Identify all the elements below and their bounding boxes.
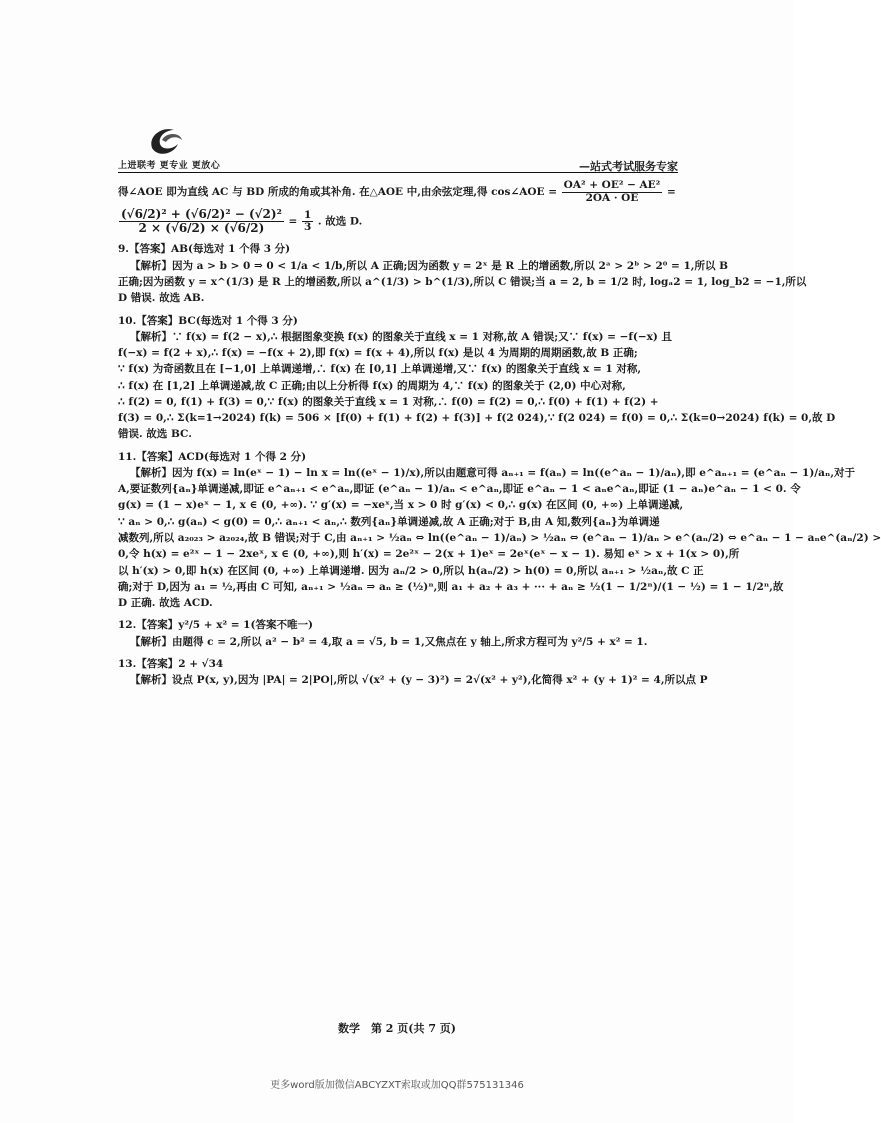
fraction: $\frac{\text{(√6/2)² + (√6/2)² − (√2)²}}{2 \times (√6/2) \times (√6/2)}$ <box>121 207 282 236</box>
text-line: f(3) = 0,∴ Σ(k=1→2024) f(k) = 506 × [f(0) + f(1) + f(2) + f(3)] + f(2 024),∵ f(2 024) = f(0) = 0,∴ Σ(k=0→2024) f(k) = 0,故 D <box>118 412 836 425</box>
answer-heading: 13.【答案】2 + √34 <box>118 657 224 670</box>
page-header <box>118 128 678 173</box>
text-line: 正确;因为函数 y = x^(1/3) 是 R 上的增函数,所以 a^(1/3) > b^(1/3),所以 C 错误;当 a = 2, b = 1/2 时, logₐ2 = 1, log_b2 = −1,所以 <box>118 276 807 288</box>
text-line: 【解析】∵ f(x) = f(2 − x),∴ 根据图象变换 f(x) 的图象关于直线 x = 1 对称,故 A 错误;又∵ f(x) = −f(−x) 且 <box>130 330 673 343</box>
text-line: g(x) = (1 − x)eˣ − 1, x ∈ (0, +∞). ∵ g′(x) = −xeˣ,当 x > 0 时 g′(x) < 0,∴ g(x) 在区间 (0, +∞) 上单调递减, <box>118 499 684 512</box>
text-line: D 错误. 故选 AB. <box>118 292 205 305</box>
text-line: ∴ f(2) = 0, f(1) + f(3) = 0,∵ f(x) 的图象关于直线 x = 1 对称,∴ f(0) = f(2) = 0,∴ f(0) + f(1) + f(2) + <box>118 395 659 408</box>
page-number: 数学 第 2 页(共 7 页) <box>337 1022 457 1035</box>
header-tagline: —站式考试服务专家 <box>579 160 678 173</box>
text-line: ∵ f(x) 为奇函数且在 [−1,0] 上单调递增,∴ f(x) 在 [0,1] 上单调递增,又∵ f(x) 的图象关于直线 x = 1 对称, <box>118 363 642 376</box>
solution-content <box>118 179 881 688</box>
text-line: 减数列,所以 a₂₀₂₃ > a₂₀₂₄,故 B 错误;对于 C,由 aₙ₊₁ > ½aₙ ⇔ ln((e^aₙ − 1)/aₙ) > ½aₙ ⇔ (e^aₙ − 1)/aₙ > e^(aₙ/2) ⇔ e^aₙ − 1 − aₙe^(aₙ/2) > <box>118 531 881 544</box>
answer-heading: 9.【答案】AB(每选对 1 个得 3 分) <box>118 243 291 256</box>
text-line: 0,令 h(x) = e²ˣ − 1 − 2xeˣ, x ∈ (0, +∞),则 h′(x) = 2e²ˣ − 2(x + 1)eˣ = 2eˣ(eˣ − x − 1). 易知 eˣ > x + 1(x > 0),所 <box>118 548 740 561</box>
text-line: 确;对于 D,因为 a₁ = ½,再由 C 可知, aₙ₊₁ > ½aₙ ⇒ aₙ ≥ (½)ⁿ,则 a₁ + a₂ + a₃ + ··· + aₙ ≥ ½(1 − 1/2ⁿ)/(1 − ½) = 1 − 1/2ⁿ,故 <box>118 580 784 593</box>
fraction: $\frac{\text{OA² + OE² − AE²}}{2OA \cdot OE}$ <box>563 179 661 204</box>
text-line: 错误. 故选 BC. <box>118 428 192 441</box>
fraction: $\frac{1}{3}$ <box>303 208 312 234</box>
watermark-text: 更多word版加微信ABCYZXT索取或加QQ群575131346 <box>270 1080 524 1091</box>
text-line: ∵ aₙ > 0,∴ g(aₙ) < g(0) = 0,∴ aₙ₊₁ < aₙ,∴ 数列{aₙ}单调递减,故 A 正确;对于 B,由 A 知,数列{aₙ}为单调递 <box>118 515 660 528</box>
header-divider <box>118 172 678 173</box>
text-line: 【解析】因为 f(x) = ln(eˣ − 1) − ln x = ln((eˣ − 1)/x),所以由题意可得 aₙ₊₁ = f(aₙ) = ln((e^aₙ − 1)/aₙ),即 e^aₙ₊₁ = (e^aₙ − 1)/aₙ,对于 <box>130 466 856 479</box>
text-line: 得∠AOE 即为直线 AC 与 BD 所成的角或其补角. 在△AOE 中,由余弦定理,得 cos∠AOE = $\frac{\text{OA² + OE² − AE²}}{2OA \cdot OE}$ = <box>118 179 676 204</box>
text-line: ∴ f(x) 在 [1,2] 上单调递减,故 C 正确;由以上分析得 f(x) 的周期为 4,∵ f(x) 的图象关于 (2,0) 中心对称, <box>118 379 626 392</box>
text-line: 【解析】因为 a > b > 0 ⇒ 0 < 1/a < 1/b,所以 A 正确;因为函数 y = 2ˣ 是 R 上的增函数,所以 2ᵃ > 2ᵇ > 2⁰ = 1,所以 B <box>130 259 728 272</box>
text-line: 【解析】由题得 c = 2,所以 a² − b² = 4,取 a = √5, b = 1,又焦点在 y 轴上,所求方程可为 y²/5 + x² = 1. <box>130 635 648 648</box>
answer-heading: 11.【答案】ACD(每选对 1 个得 2 分) <box>118 450 307 463</box>
text-line: 【解析】设点 P(x, y),因为 |PA| = 2|PO|,所以 √(x² + (y − 3)²) = 2√(x² + y²),化简得 x² + (y + 1)² = 4,所以点 P <box>130 674 708 687</box>
text-line: A,要证数列{aₙ}单调递减,即证 e^aₙ₊₁ < e^aₙ,即证 (e^aₙ − 1)/aₙ < e^aₙ,即证 e^aₙ − 1 < aₙe^aₙ,即证 (1 − aₙ)e^aₙ − 1 < 0. 令 <box>118 483 801 496</box>
text-line: f(−x) = f(2 + x),∴ f(x) = −f(x + 2),即 f(x) = f(x + 4),所以 f(x) 是以 4 为周期的周期函数,故 B 正确; <box>118 347 638 360</box>
logo-caption: 上进联考 更专业 更放心 <box>118 161 221 171</box>
answer-heading: 12.【答案】y²/5 + x² = 1(答案不唯一) <box>118 619 313 632</box>
text-line: $\frac{\text{(√6/2)² + (√6/2)² − (√2)²}}{2 \times (√6/2) \times (√6/2)}$ = $\frac{1}{3}$ . 故选 D. <box>121 207 363 236</box>
text-line: D 正确. 故选 ACD. <box>118 597 213 610</box>
text-line: 以 h′(x) > 0,即 h(x) 在区间 (0, +∞) 上单调递增. 因为 aₙ/2 > 0,所以 h(aₙ/2) > h(0) = 0,所以 aₙ₊₁ > ½aₙ,故 C 正 <box>118 564 704 577</box>
answer-heading: 10.【答案】BC(每选对 1 个得 3 分) <box>118 314 298 327</box>
logo-icon <box>144 124 186 158</box>
